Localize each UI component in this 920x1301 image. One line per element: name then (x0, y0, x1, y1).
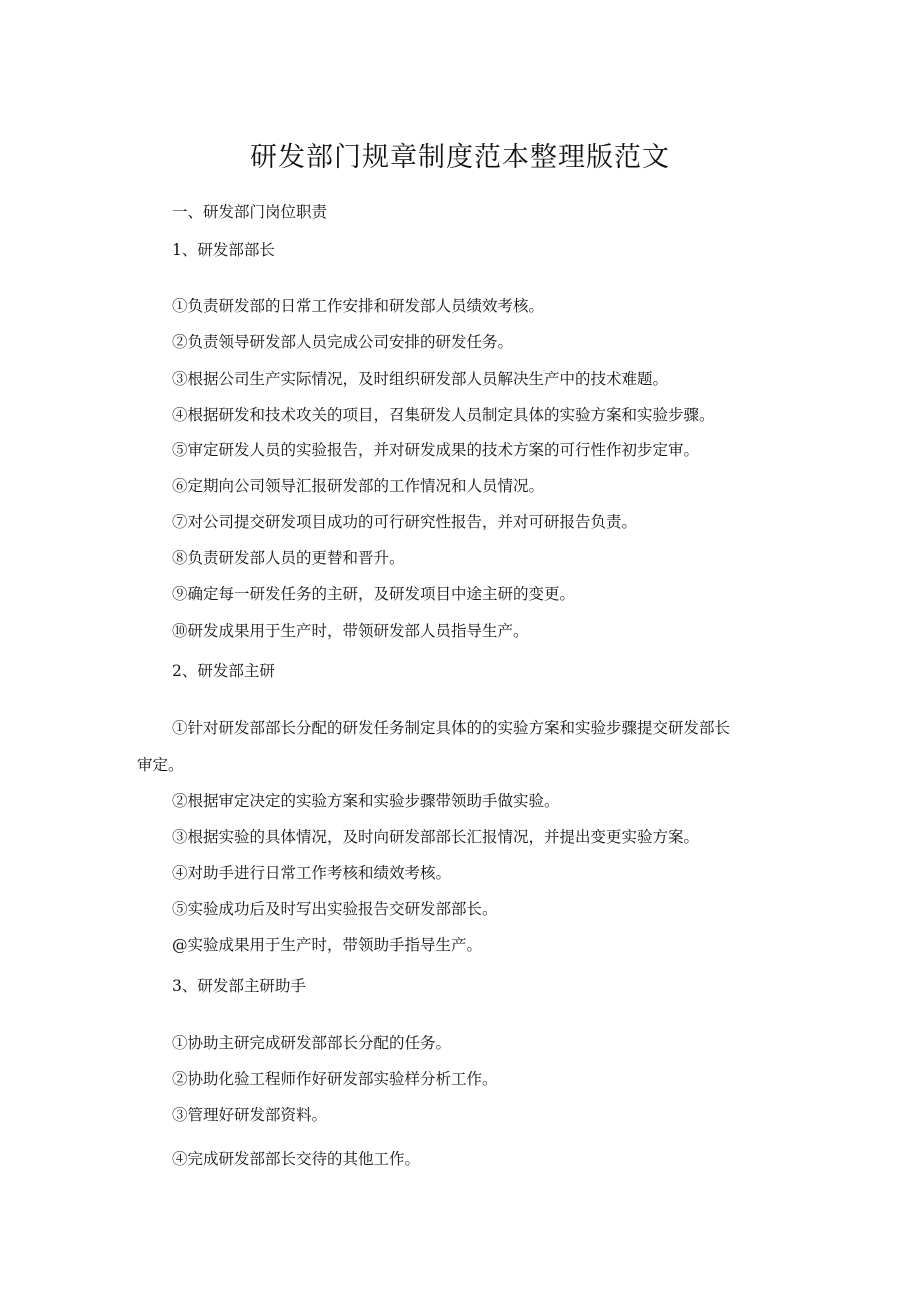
list-item: ③根据公司生产实际情况，及时组织研发部人员解决生产中的技术难题。 (172, 370, 669, 388)
section-heading: 一、研发部门岗位职责 (172, 203, 328, 221)
list-item: ④根据研发和技术攻关的项目，召集研发人员制定具体的实验方案和实验步骤。 (172, 406, 715, 424)
list-item: ⑥定期向公司领导汇报研发部的工作情况和人员情况。 (172, 477, 545, 495)
list-item: ②负责领导研发部人员完成公司安排的研发任务。 (172, 333, 514, 351)
list-item: ③根据实验的具体情况，及时向研发部部长汇报情况，并提出变更实验方案。 (172, 828, 700, 846)
list-item: ④对助手进行日常工作考核和绩效考核。 (172, 864, 452, 882)
document-title: 研发部门规章制度范本整理版范文 (250, 142, 670, 173)
list-item: ⑧负责研发部人员的更替和晋升。 (172, 549, 405, 567)
list-item: ①针对研发部部长分配的研发任务制定具体的的实验方案和实验步骤提交研发部长 (172, 719, 731, 737)
list-item: ⑩研发成果用于生产时，带领研发部人员指导生产。 (172, 622, 529, 640)
list-item: ①负责研发部的日常工作安排和研发部人员绩效考核。 (172, 297, 545, 315)
list-item: ④完成研发部部长交待的其他工作。 (172, 1150, 421, 1168)
list-item-continuation: 审定。 (137, 756, 184, 774)
subsection-heading-assistant: 3、研发部主研助手 (172, 977, 306, 995)
list-item: @实验成果用于生产时，带领助手指导生产。 (172, 936, 483, 954)
list-item: ⑦对公司提交研发项目成功的可行研究性报告，并对可研报告负责。 (172, 513, 638, 531)
list-item: ⑤审定研发人员的实验报告，并对研发成果的技术方案的可行性作初步定审。 (172, 441, 700, 459)
list-item: ③管理好研发部资料。 (172, 1106, 328, 1124)
list-item: ②协助化验工程师作好研发部实验样分析工作。 (172, 1070, 498, 1088)
subsection-heading-minister: 1、研发部部长 (172, 241, 275, 259)
list-item: ⑤实验成功后及时写出实验报告交研发部部长。 (172, 900, 498, 918)
subsection-heading-lead-researcher: 2、研发部主研 (172, 662, 275, 680)
list-item: ⑨确定每一研发任务的主研，及研发项目中途主研的变更。 (172, 585, 576, 603)
list-item: ②根据审定决定的实验方案和实验步骤带领助手做实验。 (172, 792, 560, 810)
list-item: ①协助主研完成研发部部长分配的任务。 (172, 1034, 452, 1052)
